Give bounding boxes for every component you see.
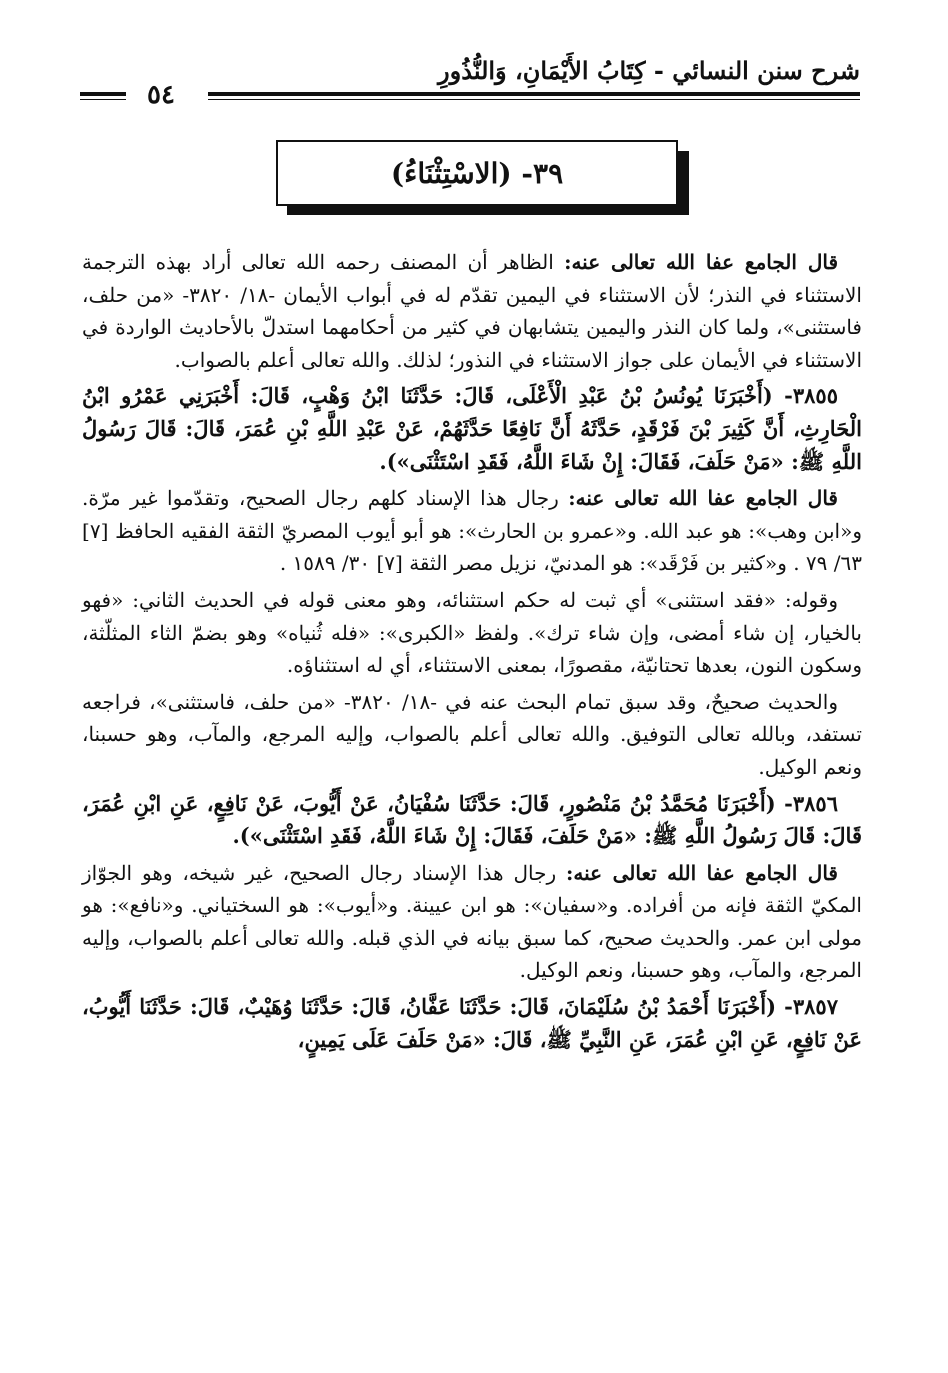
hadith-paragraph xyxy=(82,788,862,853)
commentary-paragraph xyxy=(82,584,862,682)
paragraph-lead: قال الجامع عفا الله تعالى عنه: xyxy=(568,486,838,511)
commentary-paragraph xyxy=(82,482,862,580)
paragraph-text: وقوله: «فقد استثنى» أي ثبت له حكم استثنائه، وهو معنى قوله في الحديث الثاني: «فهو بالخيار، إن شاء أمضى، وإن شاء ترك». ولفظ «الكبرى»: «فله ثُنياه» وهو بضمّ الثاء المثلّثة، وسكون النون، بعدها تحتانيّة، مقصورًا، بمعنى الاستثناء، أي له استثناؤه. xyxy=(82,587,862,678)
commentary-paragraph xyxy=(82,686,862,784)
running-title: شرح سنن النسائي - كِتَابُ الأَيْمَانِ، وَالنُّذُورِ xyxy=(438,56,860,85)
commentary-paragraph xyxy=(82,246,862,376)
paragraph-text: ٣٨٥٧- (أَخْبَرَنَا أَحْمَدُ بْنُ سُلَيْمَانَ، قَالَ: حَدَّثَنَا عَفَّانُ، قَالَ: حَدَّثَنَا وُهَيْبٌ، قَالَ: حَدَّثَنَا أَيُّوبُ، عَنْ نَافِعٍ، عَنِ ابْنِ عُمَرَ، عَنِ النَّبِيِّ ﷺ، قَالَ: «مَنْ حَلَفَ عَلَى يَمِينٍ، xyxy=(82,994,862,1052)
section-title-box xyxy=(276,140,678,206)
paragraph-text: ٣٨٥٥- (أَخْبَرَنَا يُونُسُ بْنُ عَبْدِ الْأَعْلَى، قَالَ: حَدَّثَنَا ابْنُ وَهْبٍ، قَالَ: أَخْبَرَنِي عَمْرُو ابْنُ الْحَارِثِ، أَنَّ كَثِيرَ بْنَ فَرْقَدٍ، حَدَّثَهُ أَنَّ نَافِعًا حَدَّثَهُمْ، عَنْ عَبْدِ اللَّهِ بْنِ عُمَرَ، قَالَ: قَالَ رَسُولُ اللَّهِ ﷺ: «مَنْ حَلَفَ، فَقَالَ: إِنْ شَاءَ اللَّهُ، فَقَدِ اسْتَثْنَى»). xyxy=(82,383,862,474)
header-rule-short xyxy=(80,92,126,100)
header-rule xyxy=(208,92,860,100)
hadith-paragraph xyxy=(82,380,862,478)
paragraph-text: رجال هذا الإسناد كلهم رجال الصحيح، وتقدّموا غير مرّة. و«ابن وهب»: هو عبد الله. و«عمرو بن الحارث»: هو أبو أيوب المصريّ الثقة الفقيه الحافظ [٧] ٦٣/ ٧٩ . و«كثير بن فَرْقَد»: هو المدنيّ، نزيل مصر الثقة [٧] ٣٠/ ١٥٨٩ . xyxy=(82,486,862,576)
section-title: ٣٩- (الاسْتِثْنَاءُ) xyxy=(390,156,564,190)
hadith-paragraph xyxy=(82,991,862,1056)
paragraph-lead: قال الجامع عفا الله تعالى عنه: xyxy=(566,860,838,885)
paragraph-lead: قال الجامع عفا الله تعالى عنه: xyxy=(564,250,839,274)
body-text xyxy=(82,246,862,1060)
commentary-paragraph xyxy=(82,857,862,987)
page-number: ٥٤ xyxy=(147,80,175,110)
paragraph-text: والحديث صحيحٌ، وقد سبق تمام البحث عنه في -١٨/ ٣٨٢٠- «من حلف، فاستثنى»، فراجعه تستفد، وبالله تعالى التوفيق. والله تعالى أعلم بالصواب، وإليه المرجع، والمآب، وهو حسبنا، ونعم الوكيل. xyxy=(82,689,862,779)
paragraph-text: ٣٨٥٦- (أَخْبَرَنَا مُحَمَّدُ بْنُ مَنْصُورٍ، قَالَ: حَدَّثَنَا سُفْيَانُ، عَنْ أَيُّوبَ، عَنْ نَافِعٍ، عَنِ ابْنِ عُمَرَ، قَالَ: قَالَ رَسُولُ اللَّهِ ﷺ: «مَنْ حَلَفَ، فَقَالَ: إِنْ شَاءَ اللَّهُ، فَقَدِ اسْتَثْنَى»). xyxy=(82,790,862,849)
paragraph-text: الظاهر أن المصنف رحمه الله تعالى أراد بهذه الترجمة الاستثناء في النذر؛ لأن الاستثناء في اليمين تقدّم له في أبواب الأيمان -١٨/ ٣٨٢٠- «من حلف، فاستثنى»، ولما كان النذر واليمين يتشابهان في كثير من أحكامهما استدلّ بالأحاديث الواردة في الاستثناء في الأيمان على جواز الاستثناء في النذور؛ لذلك. والله تعالى أعلم بالصواب. xyxy=(82,250,862,372)
paragraph-text: رجال هذا الإسناد رجال الصحيح، غير شيخه، وهو الجوّاز المكيّ الثقة فإنه من أفراده. و«سفيان»: هو ابن عيينة. و«أيوب»: هو السختياني. و«نافع»: هو مولى ابن عمر. والحديث صحيح، كما سبق بيانه في الذي قبله. والله تعالى أعلم بالصواب، وإليه المرجع، والمآب، وهو حسبنا، ونعم الوكيل. xyxy=(82,860,862,983)
